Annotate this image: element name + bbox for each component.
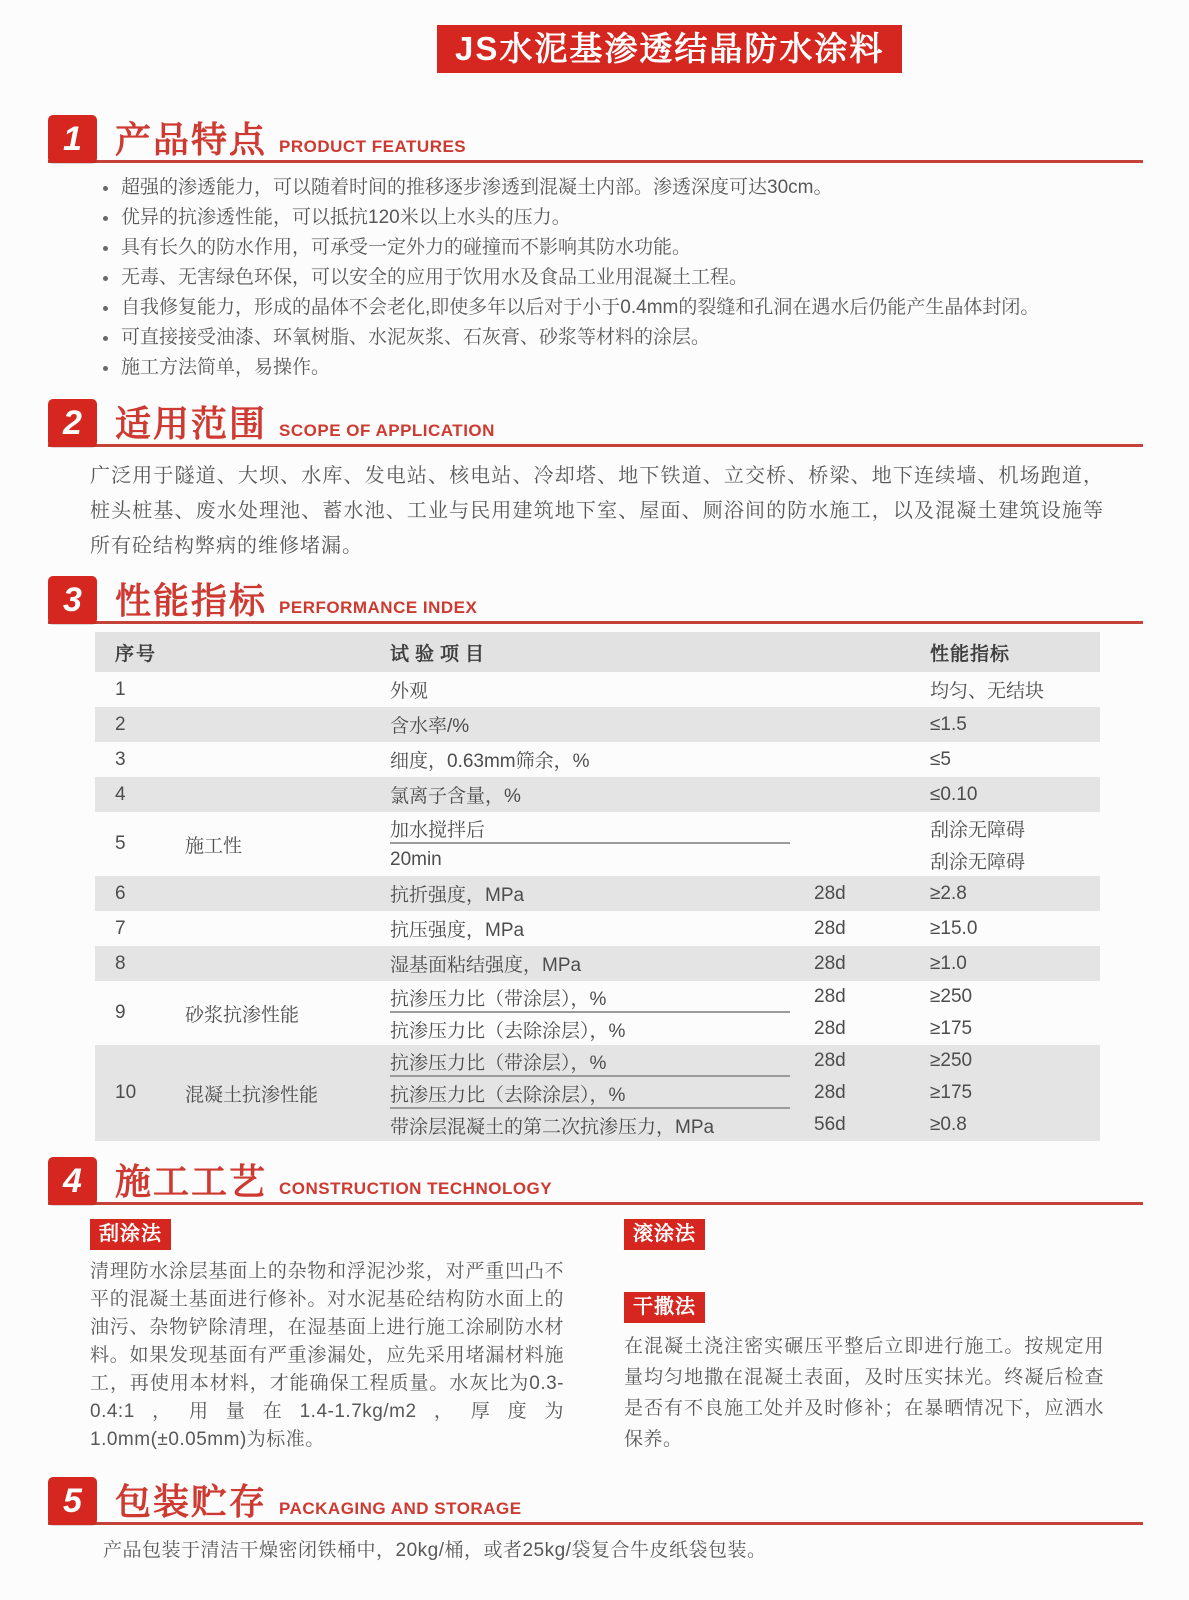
cell-test-item: 抗渗压力比（带涂层），%	[390, 1052, 607, 1074]
table-header-cat	[165, 632, 390, 672]
cell-age: 28d	[814, 952, 846, 974]
table-header-no: 序号	[115, 643, 158, 665]
feature-item	[103, 173, 1189, 203]
table-row	[95, 742, 1100, 777]
cell-index-value: ≤5	[930, 748, 951, 770]
section-header-product-features	[48, 111, 1143, 163]
table-subrow	[390, 1013, 1100, 1045]
cell-index-value: ≤0.10	[930, 783, 978, 805]
method-text-scrape: 清理防水涂层基面上的杂物和浮泥沙浆，对严重凹凸不平的混凝土基面进行修补。对水泥基砼结构防水面上的油污、杂物铲除清理，在湿基面上进行施工涂刷防水材料。如果发现基面有严重渗漏处，应先采用堵漏材料施工，再使用本材料，才能确保工程质量。水灰比为0.3-0.4:1，用量在1.4-1.7kg/m2，厚度为1.0mm(±0.05mm)为标准。	[90, 1261, 564, 1450]
table-subrow	[390, 946, 1100, 981]
cell-test-item: 含水率/%	[390, 716, 470, 737]
cell-subrows	[390, 812, 1100, 876]
cell-subrows	[390, 876, 1100, 911]
table-subrow	[390, 911, 1100, 946]
section-number: 3	[48, 576, 97, 624]
cell-index-value: ≥2.8	[930, 882, 967, 904]
cell-subrows	[390, 742, 1100, 777]
cell-index-value: 均匀、无结块	[930, 681, 1045, 702]
section-header-scope	[48, 395, 1143, 447]
feature-item	[103, 353, 1189, 383]
cell-subrows	[390, 911, 1100, 946]
cell-subrows	[390, 777, 1100, 812]
cell-category	[165, 672, 390, 707]
table-subrow	[390, 707, 1100, 742]
table-row	[95, 812, 1100, 876]
cell-age: 28d	[814, 1082, 846, 1103]
method-badge-scrape: 刮涂法	[90, 1219, 171, 1250]
section-title: 性能指标	[115, 580, 268, 621]
section-number: 4	[48, 1157, 97, 1205]
bullet-icon	[103, 306, 108, 311]
section-title: 适用范围	[115, 403, 268, 444]
section-subtitle: CONSTRUCTION TECHNOLOGY	[279, 1179, 553, 1198]
table-header-item: 试验项目	[390, 643, 491, 665]
cell-category	[165, 742, 390, 777]
cell-index-value: ≥1.0	[930, 952, 967, 974]
table-row	[95, 981, 1100, 1045]
cell-index-value: ≥175	[930, 1018, 973, 1039]
feature-text: 无毒、无害绿色环保，可以安全的应用于饮用水及食品工业用混凝土工程。	[121, 267, 749, 288]
performance-table	[95, 632, 1100, 1141]
section-subtitle: SCOPE OF APPLICATION	[279, 421, 495, 440]
table-subrow	[390, 844, 1100, 876]
bullet-icon	[103, 216, 108, 221]
method-roller-coating	[624, 1219, 1104, 1250]
feature-item	[103, 263, 1189, 293]
cell-no: 3	[115, 748, 126, 770]
table-subrow	[390, 812, 1100, 844]
table-row	[95, 946, 1100, 981]
cell-index-value: ≥250	[930, 1050, 973, 1071]
bullet-icon	[103, 366, 108, 371]
cell-no: 10	[115, 1082, 137, 1103]
cell-no: 2	[115, 713, 126, 735]
method-dry-sprinkle	[624, 1292, 1104, 1455]
section-title: 产品特点	[115, 119, 268, 160]
feature-item	[103, 233, 1189, 263]
cell-age: 56d	[814, 1114, 846, 1135]
section-title: 施工工艺	[115, 1161, 268, 1202]
cell-index-value: ≥175	[930, 1082, 973, 1103]
feature-item	[103, 323, 1189, 353]
cell-test-item: 细度，0.63mm筛余，%	[390, 751, 590, 772]
section-header-performance-index	[48, 572, 1143, 624]
cell-index-value: 刮涂无障碍	[930, 851, 1026, 873]
section-subtitle: PRODUCT FEATURES	[279, 137, 467, 156]
section-header-packaging	[48, 1473, 1143, 1525]
cell-index-value: ≥250	[930, 986, 973, 1007]
table-subrow	[390, 1045, 1100, 1077]
method-text-dry-sprinkle: 在混凝土浇注密实碾压平整后立即进行施工。按规定用量均匀地撒在混凝土表面，及时压实抹光。终凝后检查是否有不良施工处并及时修补；在暴晒情况下，应洒水保养。	[624, 1336, 1104, 1450]
construction-methods	[90, 1219, 1104, 1455]
section-number: 1	[48, 115, 97, 163]
cell-test-item: 抗折强度，MPa	[390, 885, 525, 906]
cell-no: 4	[115, 783, 126, 805]
section-subtitle: PACKAGING AND STORAGE	[279, 1499, 522, 1518]
table-subrow	[390, 876, 1100, 911]
cell-index-value: 刮涂无障碍	[930, 819, 1026, 841]
cell-age: 28d	[814, 986, 846, 1007]
cell-test-item: 20min	[390, 849, 442, 870]
cell-test-item: 外观	[390, 681, 429, 702]
table-subrow	[390, 1077, 1100, 1109]
feature-item	[103, 293, 1189, 323]
cell-test-item: 抗渗压力比（去除涂层），%	[390, 1020, 626, 1042]
section-header-construction	[48, 1153, 1143, 1205]
method-badge-roller: 滚涂法	[624, 1219, 705, 1250]
section-number: 5	[48, 1477, 97, 1525]
cell-index-value: ≥15.0	[930, 917, 978, 939]
table-row	[95, 672, 1100, 707]
cell-category	[165, 707, 390, 742]
cell-category	[165, 876, 390, 911]
bullet-icon	[103, 186, 108, 191]
feature-item	[103, 203, 1189, 233]
table-subrow	[390, 742, 1100, 777]
feature-text: 优异的抗渗透性能，可以抵抗120米以上水头的压力。	[121, 207, 571, 228]
cell-category: 砂浆抗渗性能	[185, 1004, 300, 1026]
cell-no: 6	[115, 882, 126, 904]
method-badge-dry-sprinkle: 干撒法	[624, 1292, 705, 1323]
feature-text: 可直接接受油漆、环氧树脂、水泥灰浆、石灰膏、砂浆等材料的涂层。	[121, 327, 711, 348]
cell-age: 28d	[814, 882, 846, 904]
page-title: JS水泥基渗透结晶防水涂料	[437, 25, 902, 73]
cell-no: 5	[115, 833, 126, 854]
table-header-row	[95, 632, 1100, 672]
cell-subrows	[390, 672, 1100, 707]
feature-list	[103, 173, 1189, 383]
cell-no: 1	[115, 678, 126, 700]
cell-test-item: 加水搅拌后	[390, 819, 486, 841]
cell-test-item: 抗渗压力比（带涂层），%	[390, 988, 607, 1010]
cell-category	[165, 777, 390, 812]
table-header-index: 性能指标	[930, 643, 1011, 665]
bullet-icon	[103, 276, 108, 281]
cell-age: 28d	[814, 1050, 846, 1071]
cell-category	[165, 911, 390, 946]
scope-paragraph: 广泛用于隧道、大坝、水库、发电站、核电站、冷却塔、地下铁道、立交桥、桥梁、地下连续墙、机场跑道，桩头桩基、废水处理池、蓄水池、工业与民用建筑地下室、屋面、厕浴间的防水施工，以及混凝土建筑设施等所有砼结构弊病的维修堵漏。	[90, 465, 1104, 557]
table-row	[95, 911, 1100, 946]
cell-subrows	[390, 1045, 1100, 1141]
cell-no: 7	[115, 917, 126, 939]
feature-text: 超强的渗透能力，可以随着时间的推移逐步渗透到混凝土内部。渗透深度可达30cm。	[121, 177, 833, 198]
cell-test-item: 氯离子含量，%	[390, 786, 521, 807]
cell-subrows	[390, 707, 1100, 742]
table-row	[95, 876, 1100, 911]
feature-text: 具有长久的防水作用，可承受一定外力的碰撞而不影响其防水功能。	[121, 237, 692, 258]
section-number: 2	[48, 399, 97, 447]
table-subrow	[390, 1109, 1100, 1141]
method-scrape-coating	[90, 1219, 564, 1455]
cell-subrows	[390, 946, 1100, 981]
cell-index-value: ≥0.8	[930, 1114, 967, 1135]
cell-index-value: ≤1.5	[930, 713, 967, 735]
method-right-column	[624, 1219, 1104, 1455]
cell-no: 8	[115, 952, 126, 974]
table-subrow	[390, 981, 1100, 1013]
cell-age: 28d	[814, 1018, 846, 1039]
cell-no: 9	[115, 1002, 126, 1023]
cell-subrows	[390, 981, 1100, 1045]
feature-text: 施工方法简单，易操作。	[121, 357, 331, 378]
section-subtitle: PERFORMANCE INDEX	[279, 598, 478, 617]
cell-age: 28d	[814, 917, 846, 939]
table-row	[95, 777, 1100, 812]
cell-category	[165, 946, 390, 981]
cell-category: 施工性	[185, 835, 243, 857]
cell-test-item: 湿基面粘结强度，MPa	[390, 955, 582, 976]
table-row	[95, 1045, 1100, 1141]
cell-test-item: 抗渗压力比（去除涂层），%	[390, 1084, 626, 1106]
table-subrow	[390, 672, 1100, 707]
table-subrow	[390, 777, 1100, 812]
table-row	[95, 707, 1100, 742]
bullet-icon	[103, 336, 108, 341]
cell-category: 混凝土抗渗性能	[185, 1084, 319, 1106]
cell-test-item: 带涂层混凝土的第二次抗渗压力，MPa	[390, 1116, 715, 1138]
section-title: 包装贮存	[115, 1481, 268, 1522]
packaging-paragraph: 产品包装于清洁干燥密闭铁桶中，20kg/桶，或者25kg/袋复合牛皮纸袋包装。	[103, 1540, 767, 1561]
feature-text: 自我修复能力，形成的晶体不会老化,即使多年以后对于小于0.4mm的裂缝和孔洞在遇水后仍能产生晶体封闭。	[121, 297, 1040, 318]
bullet-icon	[103, 246, 108, 251]
cell-test-item: 抗压强度，MPa	[390, 920, 525, 941]
